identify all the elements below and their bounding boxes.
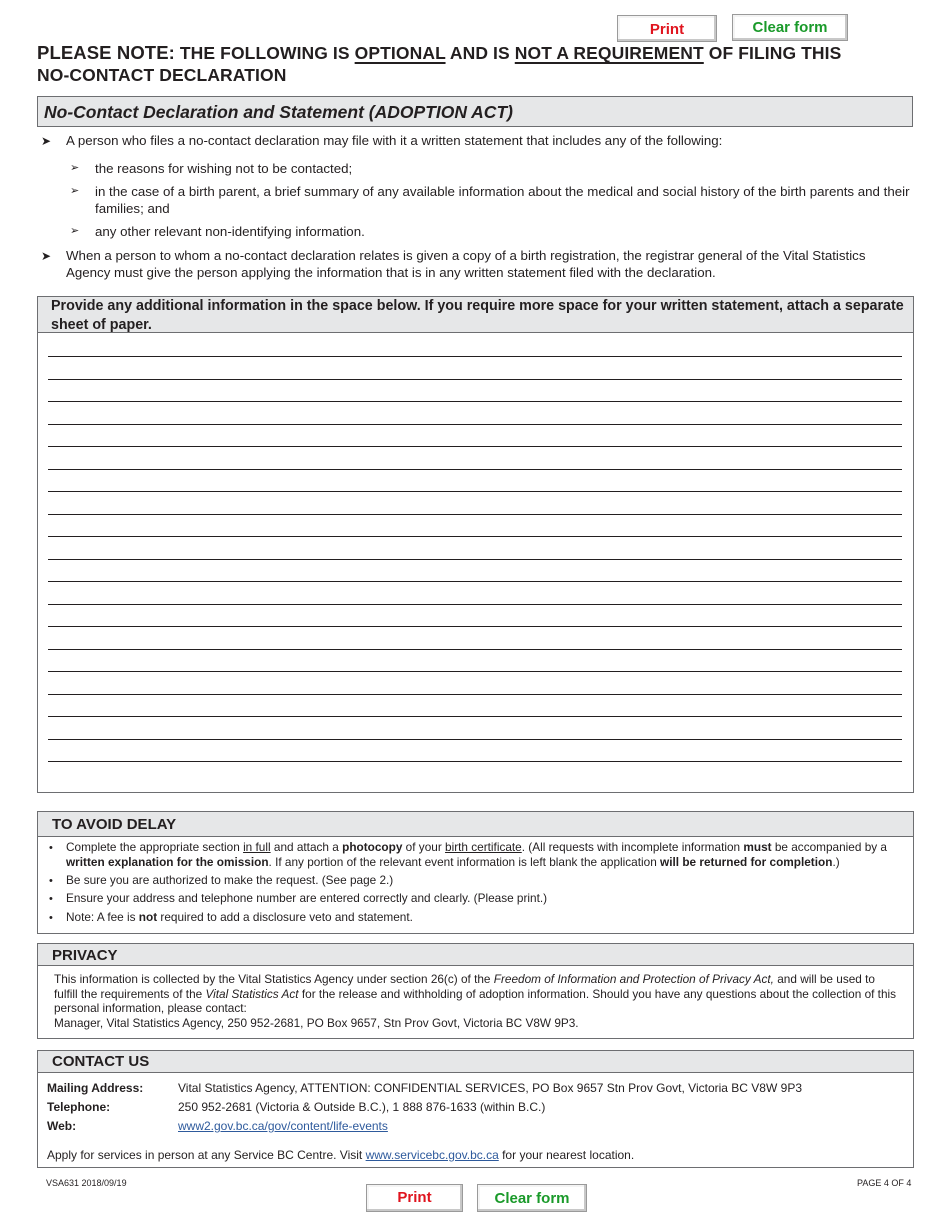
additional-info-box: [37, 296, 914, 793]
writing-line: [48, 491, 902, 492]
writing-line: [48, 761, 902, 762]
privacy-text: This information is collected by the Vital Statistics Agency under section 26(c) of the Freedom of Information and Protection of Privacy Act, and will be used to fulfill the requirements of the Vital Statistics Act for the release and withholding of adoption information. Should you have any questions about the collection of this personal information, please contact: Manager, Vital Statistics Agency, 250 952-2681, PO Box 9657, Stn Prov Govt, Victoria BC V8W 9P3.: [54, 972, 897, 1030]
additional-info-instructions: Provide any additional information in the space below. If you require more space for your written statement, attach a separate sheet of paper.: [51, 298, 904, 333]
bullet-dot-icon: •: [49, 842, 53, 854]
contact-header: [38, 1051, 913, 1073]
written-statement-area[interactable]: [38, 333, 913, 792]
page-number: PAGE 4 OF 4: [857, 1178, 912, 1188]
arrow-bullet-icon: ➤: [41, 249, 52, 263]
clear-form-button-bottom[interactable]: Clear form: [477, 1184, 587, 1212]
intro-sub-item: the reasons for wishing not to be contacted;: [95, 161, 353, 176]
writing-line: [48, 379, 902, 380]
writing-line: [48, 424, 902, 425]
contact-section: [37, 1050, 914, 1168]
avoid-delay-title: TO AVOID DELAY: [52, 816, 177, 833]
writing-line: [48, 739, 902, 740]
avoid-delay-item-2: Be sure you are authorized to make the request. (See page 2.): [66, 873, 394, 887]
writing-line: [48, 469, 902, 470]
apply-in-person-text: Apply for services in person at any Service BC Centre. Visit www.servicebc.gov.bc.ca for your nearest location.: [47, 1148, 635, 1162]
intro-sub-item: in the case of a birth parent, a brief summary of any available information about the medical and social history of the birth parents and their families; and: [95, 184, 910, 216]
additional-info-header: [38, 297, 913, 333]
privacy-contact: Manager, Vital Statistics Agency, 250 952-2681, PO Box 9657, Stn Prov Govt, Victoria BC V8W 9P3.: [54, 1015, 579, 1030]
writing-line: [48, 671, 902, 672]
avoid-delay-item-4: Note: A fee is not required to add a disclosure veto and statement.: [66, 910, 413, 924]
avoid-delay-section: [37, 811, 914, 934]
print-button-bottom[interactable]: Print: [366, 1184, 463, 1212]
writing-line: [48, 559, 902, 560]
bullet-dot-icon: •: [49, 912, 53, 924]
writing-line: [48, 716, 902, 717]
writing-line: [48, 649, 902, 650]
writing-line: [48, 446, 902, 447]
writing-line: [48, 514, 902, 515]
servicebc-link[interactable]: www.servicebc.gov.bc.ca: [365, 1148, 499, 1162]
section-title-box: [37, 96, 913, 127]
bullet-dot-icon: •: [49, 875, 53, 887]
notice-line-2: NO-CONTACT DECLARATION: [37, 65, 287, 85]
print-button-top[interactable]: Print: [617, 15, 717, 42]
writing-line: [48, 401, 902, 402]
mailing-address-value: Vital Statistics Agency, ATTENTION: CONFIDENTIAL SERVICES, PO Box 9657 Stn Prov Govt, Victoria BC V8W 9P3: [178, 1081, 802, 1095]
section-title: No-Contact Declaration and Statement (ADOPTION ACT): [44, 102, 513, 122]
avoid-delay-item-1: Complete the appropriate section in full and attach a photocopy of your birth certificate. (All requests with incomplete information must be accompanied by a written explanation for the omission. If any portion of the relevant event information is left blank the application will be returned for completion.): [66, 840, 887, 869]
bullet-dot-icon: •: [49, 893, 53, 905]
telephone-value: 250 952-2681 (Victoria & Outside B.C.), 1 888 876-1633 (within B.C.): [178, 1100, 546, 1114]
notice-not-requirement: NOT A REQUIREMENT: [514, 43, 704, 63]
writing-line: [48, 536, 902, 537]
intro-paragraph-1: A person who files a no-contact declaration may file with it a written statement that includes any of the following:: [66, 133, 723, 148]
writing-line: [48, 626, 902, 627]
notice-lead: PLEASE NOTE:: [37, 42, 175, 63]
notice-text-3: OF FILING THIS: [708, 43, 842, 63]
avoid-delay-header: [38, 812, 913, 837]
intro-sub-item: any other relevant non-identifying information.: [95, 224, 365, 239]
writing-line: [48, 356, 902, 357]
notice-text-1: THE FOLLOWING IS: [179, 43, 350, 63]
clear-form-button-top[interactable]: Clear form: [732, 14, 848, 41]
avoid-delay-item-3: Ensure your address and telephone number are entered correctly and clearly. (Please print.): [66, 891, 548, 905]
privacy-header: [38, 944, 913, 966]
chevron-bullet-icon: ➢: [70, 225, 80, 237]
privacy-title: PRIVACY: [52, 947, 118, 964]
telephone-label: Telephone:: [47, 1100, 111, 1114]
chevron-bullet-icon: ➢: [70, 162, 80, 174]
notice-optional: OPTIONAL: [354, 43, 446, 63]
contact-title: CONTACT US: [52, 1053, 150, 1070]
chevron-bullet-icon: ➢: [70, 185, 80, 197]
web-link[interactable]: www2.gov.bc.ca/gov/content/life-events: [178, 1119, 388, 1133]
writing-line: [48, 581, 902, 582]
arrow-bullet-icon: ➤: [41, 134, 52, 148]
optional-notice: [37, 42, 917, 86]
writing-line: [48, 604, 902, 605]
notice-text-2: AND IS: [449, 43, 510, 63]
form-code: VSA631 2018/09/19: [46, 1178, 127, 1188]
web-label: Web:: [47, 1119, 77, 1133]
mailing-address-label: Mailing Address:: [47, 1081, 144, 1095]
intro-paragraph-2: When a person to whom a no-contact declaration relates is given a copy of a birth registration, the registrar general of the Vital Statistics Agency must give the person applying the information that is in any written statement filed with the declaration.: [66, 248, 866, 280]
writing-line: [48, 694, 902, 695]
privacy-section: [37, 943, 914, 1039]
